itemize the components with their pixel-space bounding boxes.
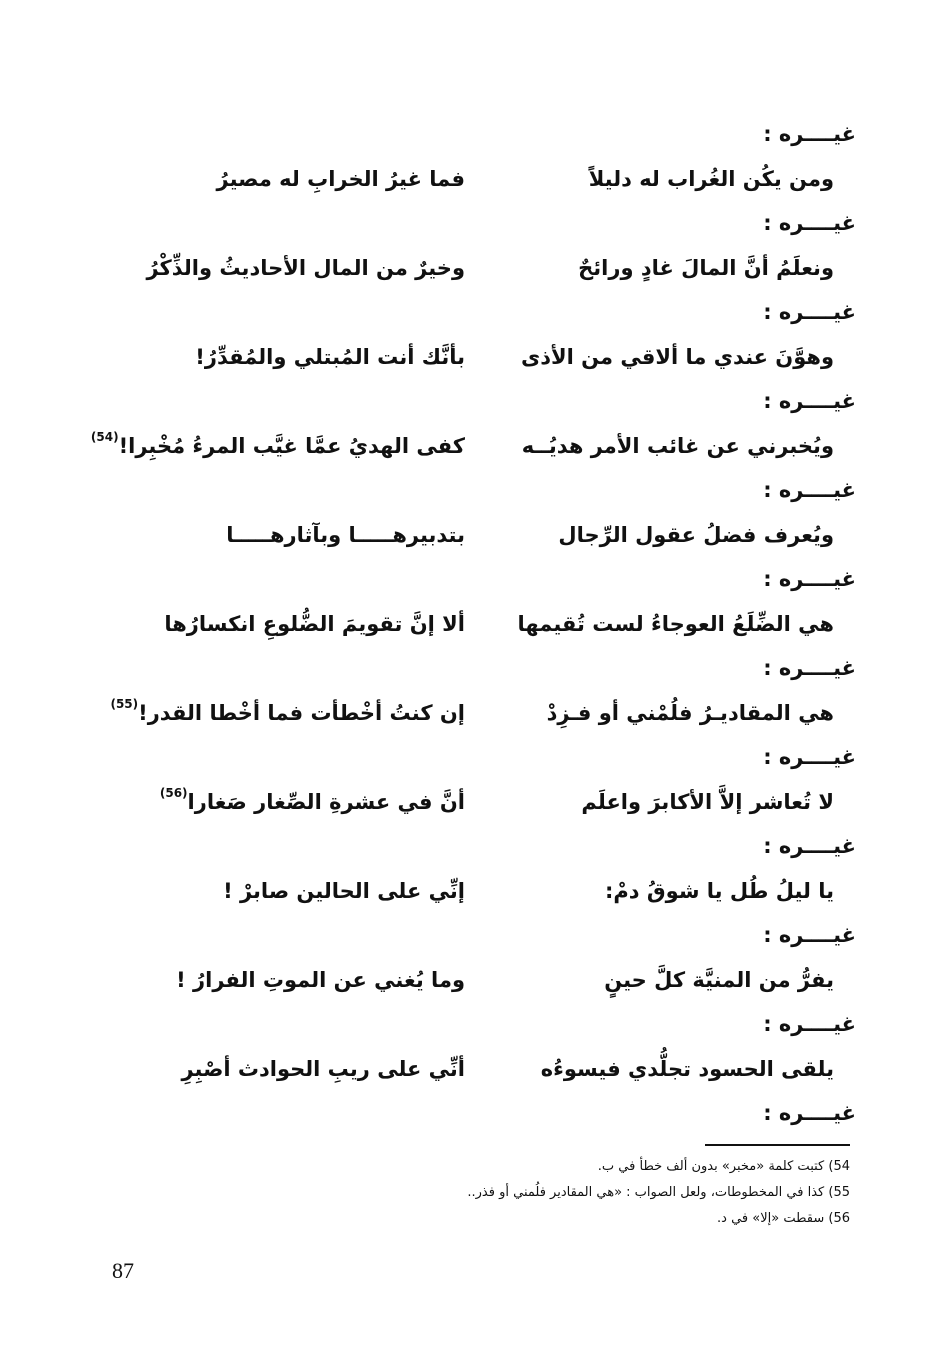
verse-text: وما يُغني عن الموتِ الفرارُ ! [176,968,465,992]
poem-label-ghayruhu: غيــــره : [763,1012,856,1036]
poem-label-ghayruhu: غيــــره : [763,656,856,680]
verse-text: بأنَّك أنت المُبتلي والمُقدِّرُ! [195,345,465,369]
verse-first-hemistich: لا تُعاشر إلاَّ الأكابرَ واعلَم [581,790,834,814]
poem-label-ghayruhu: غيــــره : [763,834,856,858]
verse-first-hemistich: ومن يكُن الغُراب له دليلاً [588,167,834,191]
poem-label-ghayruhu: غيــــره : [763,923,856,947]
verse-text: بتدبيرهـــــا وبآثارهـــــا [226,523,465,547]
verse-second-hemistich [120,965,465,995]
verse-second-hemistich [120,520,465,550]
verse-text: إن كنتُ أخْطأت فما أخْطا القدر! [138,701,465,725]
verse-text: إنِّي على الحالين صابرْ ! [223,879,465,903]
footnote-marker: (54) [90,430,119,444]
verse-first-hemistich: ويُخبرني عن غائب الأمر هديُــه [521,434,834,458]
footnote-marker: (56) [159,786,188,800]
verse-second-hemistich [90,430,465,461]
verse-second-hemistich [120,876,465,906]
verse-second-hemistich [120,164,465,194]
footnote-55: 55) كذا في المخطوطات، ولعل الصواب : «هي المقادير فلُمني أو فذر.. [467,1185,850,1200]
verse-second-hemistich [110,697,465,728]
verse-second-hemistich [120,1054,465,1084]
footnote-54: 54) كتبت كلمة «مخبر» بدون ألف خطأ في ب. [597,1159,850,1174]
poem-label-ghayruhu: غيــــره : [763,300,856,324]
verse-text: أنِّي على ريبِ الحوادث أصْبِرِ [181,1057,465,1081]
page-number: 87 [112,1258,134,1283]
verse-first-hemistich: ويُعرف فضلُ عقول الرِّجال [558,523,834,547]
verse-text: وخيرٌ من المال الأحاديثُ والذِّكْرُ [146,256,465,280]
verse-first-hemistich: هي المقاديـرُ فلُمْني أو فـزِدْ [546,701,834,725]
verse-second-hemistich [120,342,465,372]
poem-label-ghayruhu: غيــــره : [763,389,856,413]
poem-label-ghayruhu: غيــــره : [763,1101,856,1125]
poem-label-ghayruhu: غيــــره : [763,211,856,235]
footnote-marker: (55) [110,697,139,711]
verse-second-hemistich [120,787,465,817]
footnote-separator [705,1144,850,1146]
verse-text: فما غيرُ الخرابِ له مصيرُ [216,167,465,191]
verse-first-hemistich: يلقى الحسود تجلُّدي فيسوءُه [540,1057,834,1081]
verse-first-hemistich: يفرُّ من المنيَّة كلَّ حينٍ [604,968,834,992]
verse-second-hemistich [120,609,465,639]
verse-text: كفى الهديُ عمَّا غيَّب المرءُ مُخْبِرا! [118,434,465,458]
footnote-56: 56) سقطت «إلا» في د. [717,1211,850,1226]
verse-second-hemistich [120,253,465,283]
verse-first-hemistich: هي الضِّلَعُ العوجاءُ لست تُقيمها [517,612,834,636]
verse-first-hemistich: ونعلَمُ أنَّ المالَ غادٍ ورائحٌ [578,256,834,280]
verse-first-hemistich: وهوَّنَ عندي ما ألاقي من الأذى [520,345,834,369]
poem-label-ghayruhu: غيــــره : [763,745,856,769]
poem-label-ghayruhu: غيــــره : [763,478,856,502]
verse-text: أنَّ في عشرةِ الصِّغار صَغارا [187,790,465,814]
poem-label-ghayruhu: غيــــره : [763,567,856,591]
poem-label-ghayruhu: غيــــره : [763,122,856,146]
verse-text: ألا إنَّ تقويمَ الضُّلوعِ انكسارُها [164,612,465,636]
verse-first-hemistich: يا ليلُ طُل يا شوقُ دمْ: [605,879,834,903]
